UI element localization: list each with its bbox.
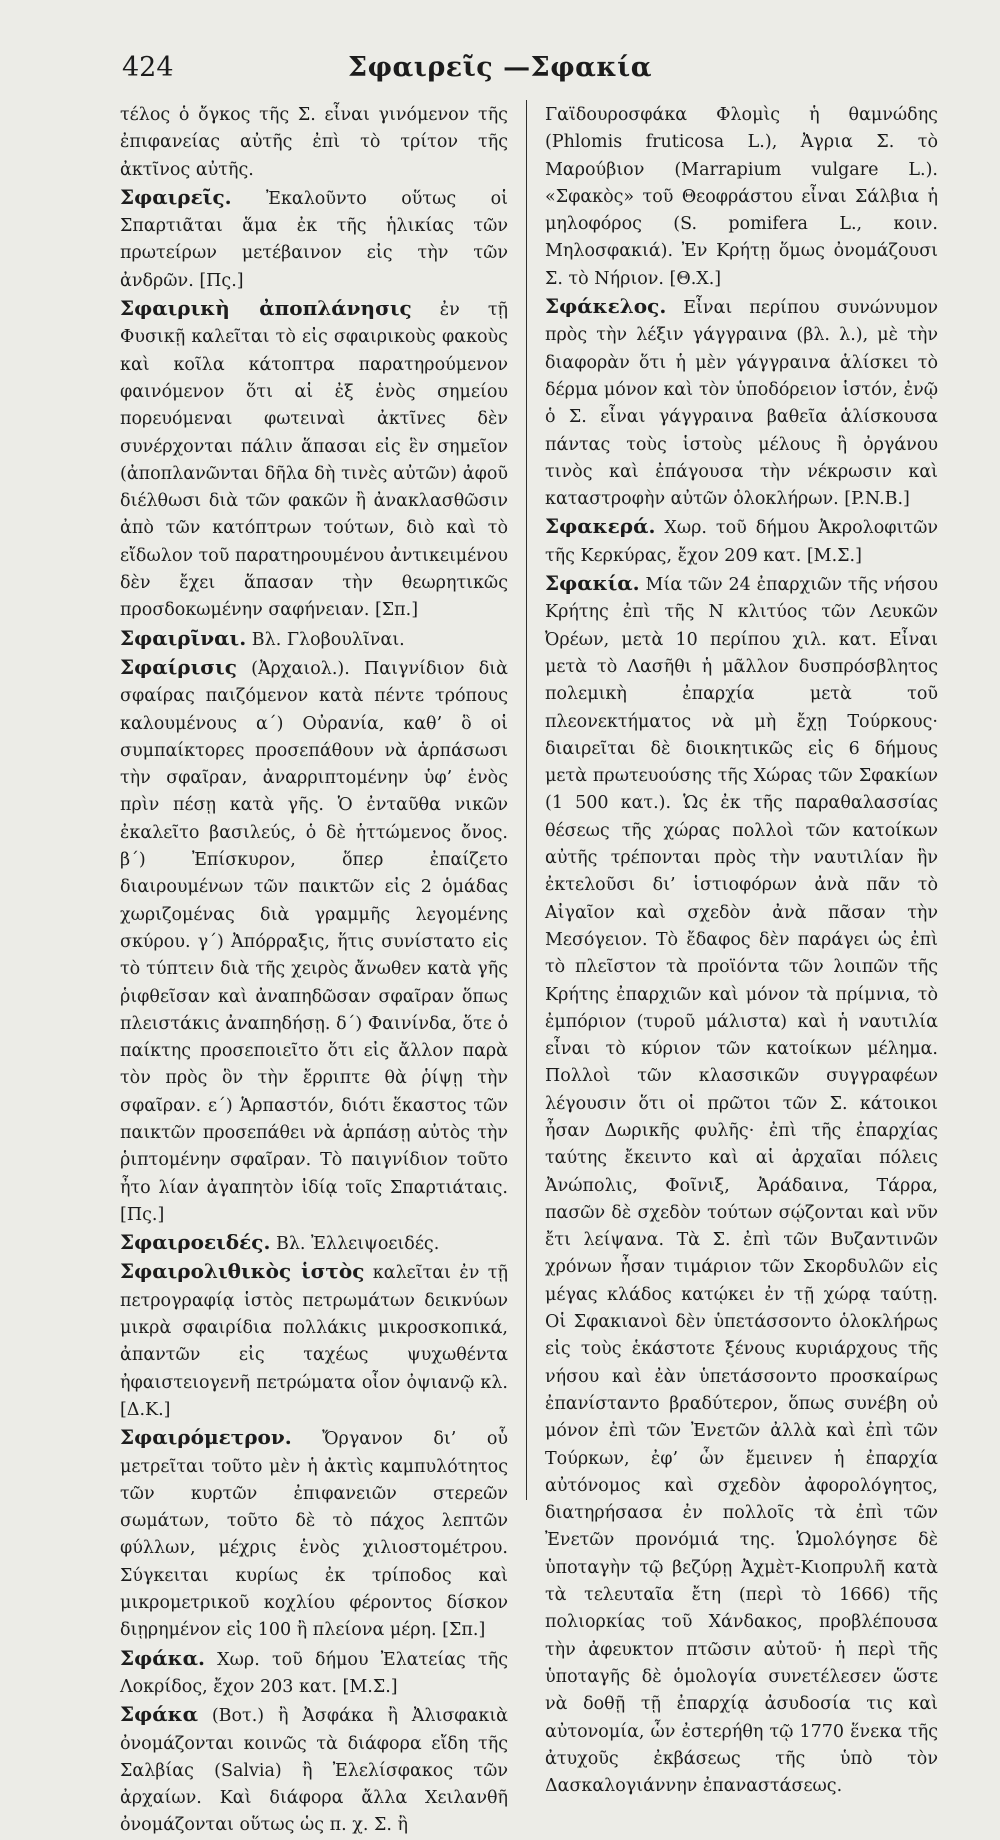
entry xyxy=(545,293,938,513)
entry-text: (Βοτ.) ἢ Ἀσφάκα ἢ Ἀλισφακιὰ ὀνομάζονται κοινῶς τὰ διάφορα εἴδη τῆς Σαλβίας (Salvia) ἢ Ἐλελίσφακος τῶν ἀρχαίων. Καὶ διάφορα ἄλλα Χειλανθῆ ὀνομάζονται οὕτως ὡς π. χ. Σ. ἢ xyxy=(120,1706,508,1836)
column-divider xyxy=(526,100,527,1500)
entry-text: τέλος ὁ ὄγκος τῆς Σ. εἶναι γινόμενον τῆς ἐπιφανείας αὐτῆς ἐπὶ τὸ τρίτον τῆς ἀκτῖνος αὐτῆς. xyxy=(120,105,508,180)
entry-headword: Σφαιρόμετρον. xyxy=(120,1425,292,1450)
left-column xyxy=(120,100,508,1836)
entry xyxy=(120,654,508,1229)
entry xyxy=(120,1258,508,1424)
entry xyxy=(120,295,508,625)
entry-text: Χωρ. τοῦ δήμου Ἀκρολοφιτῶν τῆς Κερκύρας, ἔχον 209 κατ. [Μ.Σ.] xyxy=(545,518,938,566)
right-column xyxy=(545,100,938,1797)
entry-headword: Σφαιρικὴ ἀποπλάνησις xyxy=(120,296,412,321)
entry-headword: Σφάκα xyxy=(120,1702,199,1727)
entry-headword: Σφάκα. xyxy=(120,1645,205,1670)
entry xyxy=(120,1424,508,1644)
entry xyxy=(545,513,938,570)
entry-text: Γαϊδουροσφάκα Φλομὶς ἡ θαμνώδης (Phlomis fruticosa L.), Ἀγρια Σ. τὸ Μαρούβιον (Marrapium vulgare L.). «Σφακὸς» τοῦ Θεοφράστου εἶναι Σάλβια ἡ μηλοφόρος (S. pomifera L., κοιν. Μηλοσφακιά). Ἐν Κρήτῃ ὅμως ὀνομάζουσι Σ. τὸ Νήριον. [Θ.Χ.] xyxy=(545,105,938,289)
entry-text: Χωρ. τοῦ δήμου Ἐλατείας τῆς Λοκρίδος, ἔχον 203 κατ. [Μ.Σ.] xyxy=(120,1649,508,1697)
entry xyxy=(120,625,508,654)
entry-text: καλεῖται ἐν τῇ πετρογραφίᾳ ἱστὸς πετρωμάτων δεικνύων μικρὰ σφαιρίδια πολλάκις μικροσκοπικά, ἀπαντῶν εἰς ταχέως ψυχωθέντα ἠφαιστειογενῆ πετρώματα οἷον ὀψιανῷ κλ. [Δ.Κ.] xyxy=(120,1263,508,1420)
entry-headword: Σφάκελος. xyxy=(545,294,667,319)
entry-headword: Σφαιρῖναι. xyxy=(120,625,247,650)
entry-headword: Σφαιρεῖς. xyxy=(120,184,232,209)
page-header xyxy=(0,48,1000,88)
entry-text: Βλ. Γλοβουλῖναι. xyxy=(246,629,405,650)
entry xyxy=(120,1701,508,1839)
entry-text: Εἶναι περίπου συνώνυμον πρὸς τὴν λέξιν γάγγραινα (βλ. λ.), μὲ τὴν διαφορὰν ὅτι ἡ μὲν γάγγραινα ἁλίσκει τὸ δέρμα μόνον καὶ τὸν ὑποδόρειον ἱστόν, ἐνῷ ὁ Σ. εἶναι γάγγραινα βαθεῖα ἁλίσκουσα πάντας τοὺς ἱστοὺς μέλους ἢ ὀργάνου τινὸς καὶ ἐπάγουσα τὴν νέκρωσιν καὶ καταστροφὴν αὐτῶν ὁλοκλήρων. [P.N.B.] xyxy=(545,298,938,510)
entry-headword: Σφαίρισις xyxy=(120,654,237,679)
entry xyxy=(120,184,508,295)
entry xyxy=(120,1229,508,1258)
entry-headword: Σφαιροειδές. xyxy=(120,1230,271,1255)
entry-text: (Ἀρχαιολ.). Παιγνίδιον διὰ σφαίρας παιζόμενον κατὰ πέντε τρόπους καλουμένους α΄) Οὐρανία, καθ’ ὃ οἱ συμπαίκτορες προσεπάθουν νὰ ἁρπάσωσι τὴν σφαῖραν, ἀναρριπτομένην ὑφ’ ἑνὸς πρὶν πέσῃ κατὰ γῆς. Ὁ ἐνταῦθα νικῶν ἐκαλεῖτο βασιλεύς, ὁ δὲ ἡττώμενος ὄνος. β΄) Ἐπίσκυρον, ὅπερ ἐπαίζετο διαιρουμένων τῶν παικτῶν εἰς 2 ὁμάδας χωριζομένας διὰ γραμμῆς λεγομένης σκύρου. γ΄) Ἀπόρραξις, ἥτις συνίστατο εἰς τὸ τύπτειν διὰ τῆς χειρὸς ἄνωθεν κατὰ γῆς ῥιφθεῖσαν καὶ ἀναπηδῶσαν σφαῖραν ὅπως πλειστάκις ἀναπηδήσῃ. δ΄) Φαινίνδα, ὅτε ὁ παίκτης προσεποιεῖτο ὅτι εἰς ἄλλον παρὰ τὸν πρὸς ὃν τὴν ἔρριπτε θὰ ῥίψῃ τὴν σφαῖραν. ε΄) Ἁρπαστόν, διότι ἕκαστος τῶν παικτῶν προσεπάθει νὰ ἁρπάσῃ αὐτὸς τὴν ῥιπτομένην σφαῖραν. Τὸ παιγνίδιον τοῦτο ἦτο λίαν ἀγαπητὸν ἰδίᾳ τοῖς Σπαρτιάταις. [Πς.] xyxy=(120,658,508,1225)
entry-text: Ἐκαλοῦντο οὕτως οἱ Σπαρτιᾶται ἅμα ἐκ τῆς ἡλικίας τῶν πρωτείρων μετέβαινον εἰς τὴν τῶν ἀνδρῶν. [Πς.] xyxy=(120,188,508,291)
entry xyxy=(545,570,938,1800)
entry-text: Ὄργανον δι’ οὗ μετρεῖται τοῦτο μὲν ἡ ἀκτὶς καμπυλότητος τῶν κυρτῶν ἐπιφανειῶν στερεῶν σωμάτων, τοῦτο δὲ τὸ πάχος λεπτῶν φύλλων, μέχρις ἑνὸς χιλιοστομέτρου. Σύγκειται κυρίως ἐκ τρίποδος καὶ μικρομετρικοῦ κοχλίου φέροντος δίσκον διῃρημένον εἰς 100 ἢ πλείονα μέρη. [Σπ.] xyxy=(120,1429,508,1641)
entry-headword: Σφακερά. xyxy=(545,514,656,539)
running-head: Σφαιρεῖς —Σφακία xyxy=(347,52,652,83)
entry-continuation xyxy=(120,100,508,184)
page-number: 424 xyxy=(122,52,174,83)
entry-headword: Σφαιρολιθικὸς ἱστὸς xyxy=(120,1259,365,1284)
entry-text: Βλ. Ἐλλειψοειδές. xyxy=(270,1234,440,1255)
entry xyxy=(120,1645,508,1702)
entry-headword: Σφακία. xyxy=(545,571,640,596)
entry-continuation xyxy=(545,100,938,293)
entry-text: ἐν τῇ Φυσικῇ καλεῖται τὸ εἰς σφαιρικοὺς φακοὺς καὶ κοῖλα κάτοπτρα παρατηρούμενον φαινόμενον ὅτι αἱ ἐξ ἑνὸς σημείου πορευόμεναι φωτειναὶ ἀκτῖνες δὲν συνέρχονται πάλιν ἅπασαι εἰς ἓν σημεῖον (ἀποπλανῶνται δῆλα δὴ τινὲς αὐτῶν) ἀφοῦ διέλθωσι διὰ τῶν φακῶν ἢ ἀνακλασθῶσιν ἀπὸ τῶν κατόπτρων τούτων, διὸ καὶ τὸ εἴδωλον τοῦ παρατηρουμένου ἀντικειμένου δὲν ἔχει ἅπασαν τὴν θεωρητικῶς προσδοκωμένην σαφήνειαν. [Σπ.] xyxy=(120,300,508,621)
entry-text: Μία τῶν 24 ἐπαρχιῶν τῆς νήσου Κρήτης ἐπὶ τῆς Ν κλιτύος τῶν Λευκῶν Ὀρέων, μετὰ 10 περίπου χιλ. κατ. Εἶναι μετὰ τὸ Λασῆθι ἡ μᾶλλον δυσπρόσβλητος πολεμικὴ ἐπαρχία μετὰ τοῦ πλεονεκτήματος νὰ μὴ ἔχῃ Τούρκους· διαιρεῖται δὲ διοικητικῶς εἰς 6 δήμους μετὰ πρωτευούσης τῆς Χώρας τῶν Σφακίων (1 500 κατ.). Ὡς ἐκ τῆς παραθαλασσίας θέσεως τῆς χώρας πολλοὶ τῶν κατοίκων αὐτῆς τρέπονται πρὸς τὴν ναυτιλίαν ἣν ἐκτελοῦσι δι’ ἱστιοφόρων ἀνὰ πᾶν τὸ Αἰγαῖον καὶ σχεδὸν ἀνὰ πᾶσαν τὴν Μεσόγειον. Τὸ ἔδαφος δὲν παράγει ὡς ἐπὶ τὸ πλεῖστον τὰ προϊόντα τῶν λοιπῶν τῆς Κρήτης ἐπαρχιῶν καὶ μόνον τὰ πρίμνια, τὸ ἐμπόριον (τυροῦ μάλιστα) καὶ ἡ ναυτιλία εἶναι τὸ κύριον τῶν κατοίκων μέλημα. Πολλοὶ τῶν κλασσικῶν συγγραφέων λέγουσιν ὅτι οἱ πρῶτοι τῶν Σ. κάτοικοι ἦσαν Δωρικῆς φυλῆς· ἐπὶ τῆς ἐπαρχίας ταύτης ἔκειντο καὶ αἱ ἀρχαῖαι πόλεις Ἀνώπολις, Φοῖνιξ, Ἀράδαινα, Τάρρα, πασῶν δὲ σχεδὸν τούτων σῴζονται καὶ νῦν ἔτι λείψανα. Τὰ Σ. ἐπὶ τῶν Βυζαντινῶν χρόνων ἦσαν τιμάριον τῶν Σκορδυλῶν εἰς μέγας κλάδος κατῴκει ἐν τῇ χώρᾳ ταύτῃ. Οἱ Σφακιανοὶ δὲν ὑπετάσσοντο ὁλοκλήρως εἰς τοὺς ἑκάστοτε ξένους κυριάρχους τῆς νήσου καὶ ἐὰν ὑπετάσσοντο προσκαίρως ἐπανίσταντο βραδύτερον, ὅπως συνέβη οὐ μόνον ἐπὶ τῶν Ἐνετῶν ἀλλὰ καὶ ἐπὶ τῶν Τούρκων, ἐφ’ ὧν ἔμεινεν ἡ ἐπαρχία αὐτόνομος καὶ σχεδὸν ἀφορολόγητος, διατηρήσασα ἐν πολλοῖς τὰ ἐπὶ τῶν Ἐνετῶν προνόμιά της. Ὡμολόγησε δὲ ὑποταγὴν τῷ βεζύρῃ Ἀχμὲτ-Κιοπρυλῆ κατὰ τὰ τελευταῖα ἔτη (περὶ τὸ 1666) τῆς πολιορκίας τοῦ Χάνδακος, προβλέπουσα τὴν ἀφευκτον πτῶσιν αὐτοῦ· ἡ περὶ τῆς ὑποταγῆς δὲ ὁμολογία συνετέλεσεν ὥστε νὰ δοθῇ τῇ ἐπαρχίᾳ ἀσυδοσία τις καὶ αὐτονομία, ὧν ἐστερήθη τῷ 1770 ἕνεκα τῆς ἀτυχοῦς ἐκβάσεως τῆς ὑπὸ τὸν Δασκαλογιάννην ἐπαναστάσεως. xyxy=(545,575,938,1797)
